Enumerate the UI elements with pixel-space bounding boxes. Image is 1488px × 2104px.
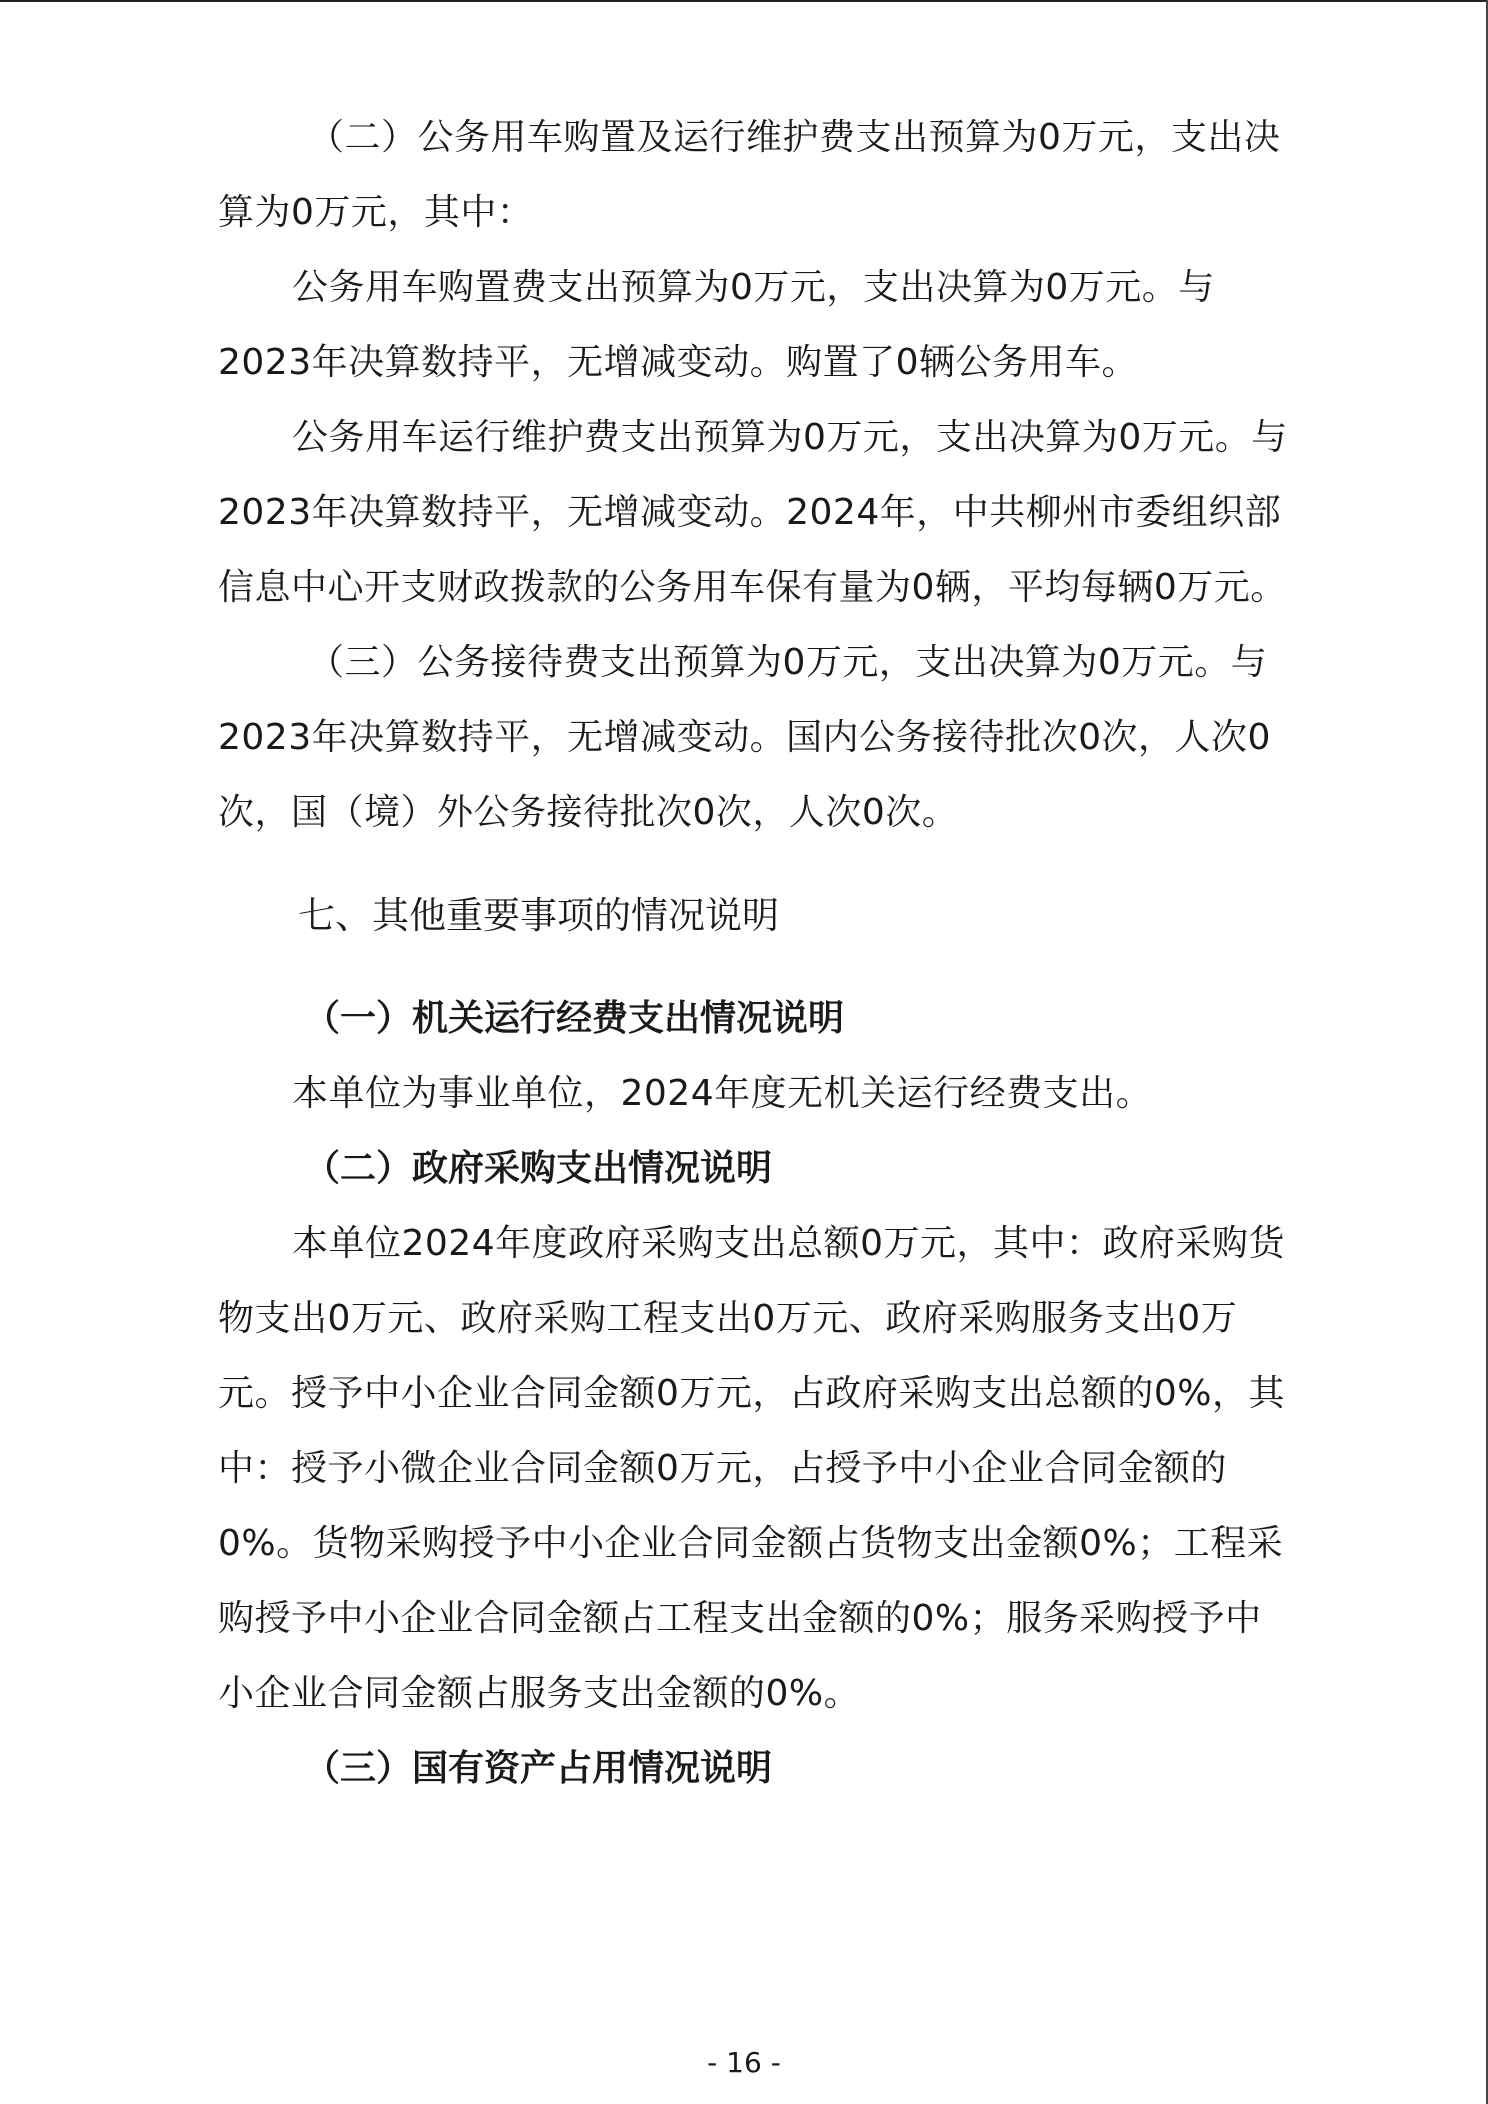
- paragraph-reception-costs: （三）公务接待费支出预算为0万元，支出决算为0万元。与2023年决算数持平，无增减变动。国内公务接待批次0次，人次0次，国（境）外公务接待批次0次，人次0次。: [218, 642, 1271, 833]
- paragraph-vehicle-maintenance: 公务用车运行维护费支出预算为0万元，支出决算为0万元。与2023年决算数持平，无增减变动。2024年，中共柳州市委组织部信息中心开支财政拨款的公务用车保有量为0辆，平均每辆0万元。: [218, 417, 1288, 608]
- page-number: - 16 -: [707, 2046, 781, 2079]
- paragraph-procurement: 本单位2024年度政府采购支出总额0万元，其中：政府采购货物支出0万元、政府采购工程支出0万元、政府采购服务支出0万元。授予中小企业合同金额0万元，占政府采购支出总额的0%，其中：授予小微企业合同金额0万元，占授予中小企业合同金额的0%。货物采购授予中小企业合同金额占货物支出金额0%；工程采购授予中小企业合同金额占工程支出金额的0%；服务采购授予中小企业合同金额占服务支出金额的0%。: [218, 1223, 1286, 1714]
- paragraph-vehicle-costs: （二）公务用车购置及运行维护费支出预算为0万元，支出决算为0万元，其中：: [218, 117, 1281, 233]
- paragraph-vehicle-purchase: 公务用车购置费支出预算为0万元，支出决算为0万元。与2023年决算数持平，无增减变动。购置了0辆公务用车。: [218, 267, 1215, 383]
- subheading-procurement: （二）政府采购支出情况说明: [304, 1148, 773, 1189]
- paragraph-operating-expenses: 本单位为事业单位，2024年度无机关运行经费支出。: [292, 1073, 1153, 1114]
- subheading-state-assets: （三）国有资产占用情况说明: [304, 1748, 773, 1789]
- subheading-operating-expenses: （一）机关运行经费支出情况说明: [304, 998, 845, 1039]
- document-body: [218, 100, 1288, 1806]
- page-top-border: [0, 0, 1488, 2]
- section-heading-other-matters: 七、其他重要事项的情况说明: [298, 894, 779, 937]
